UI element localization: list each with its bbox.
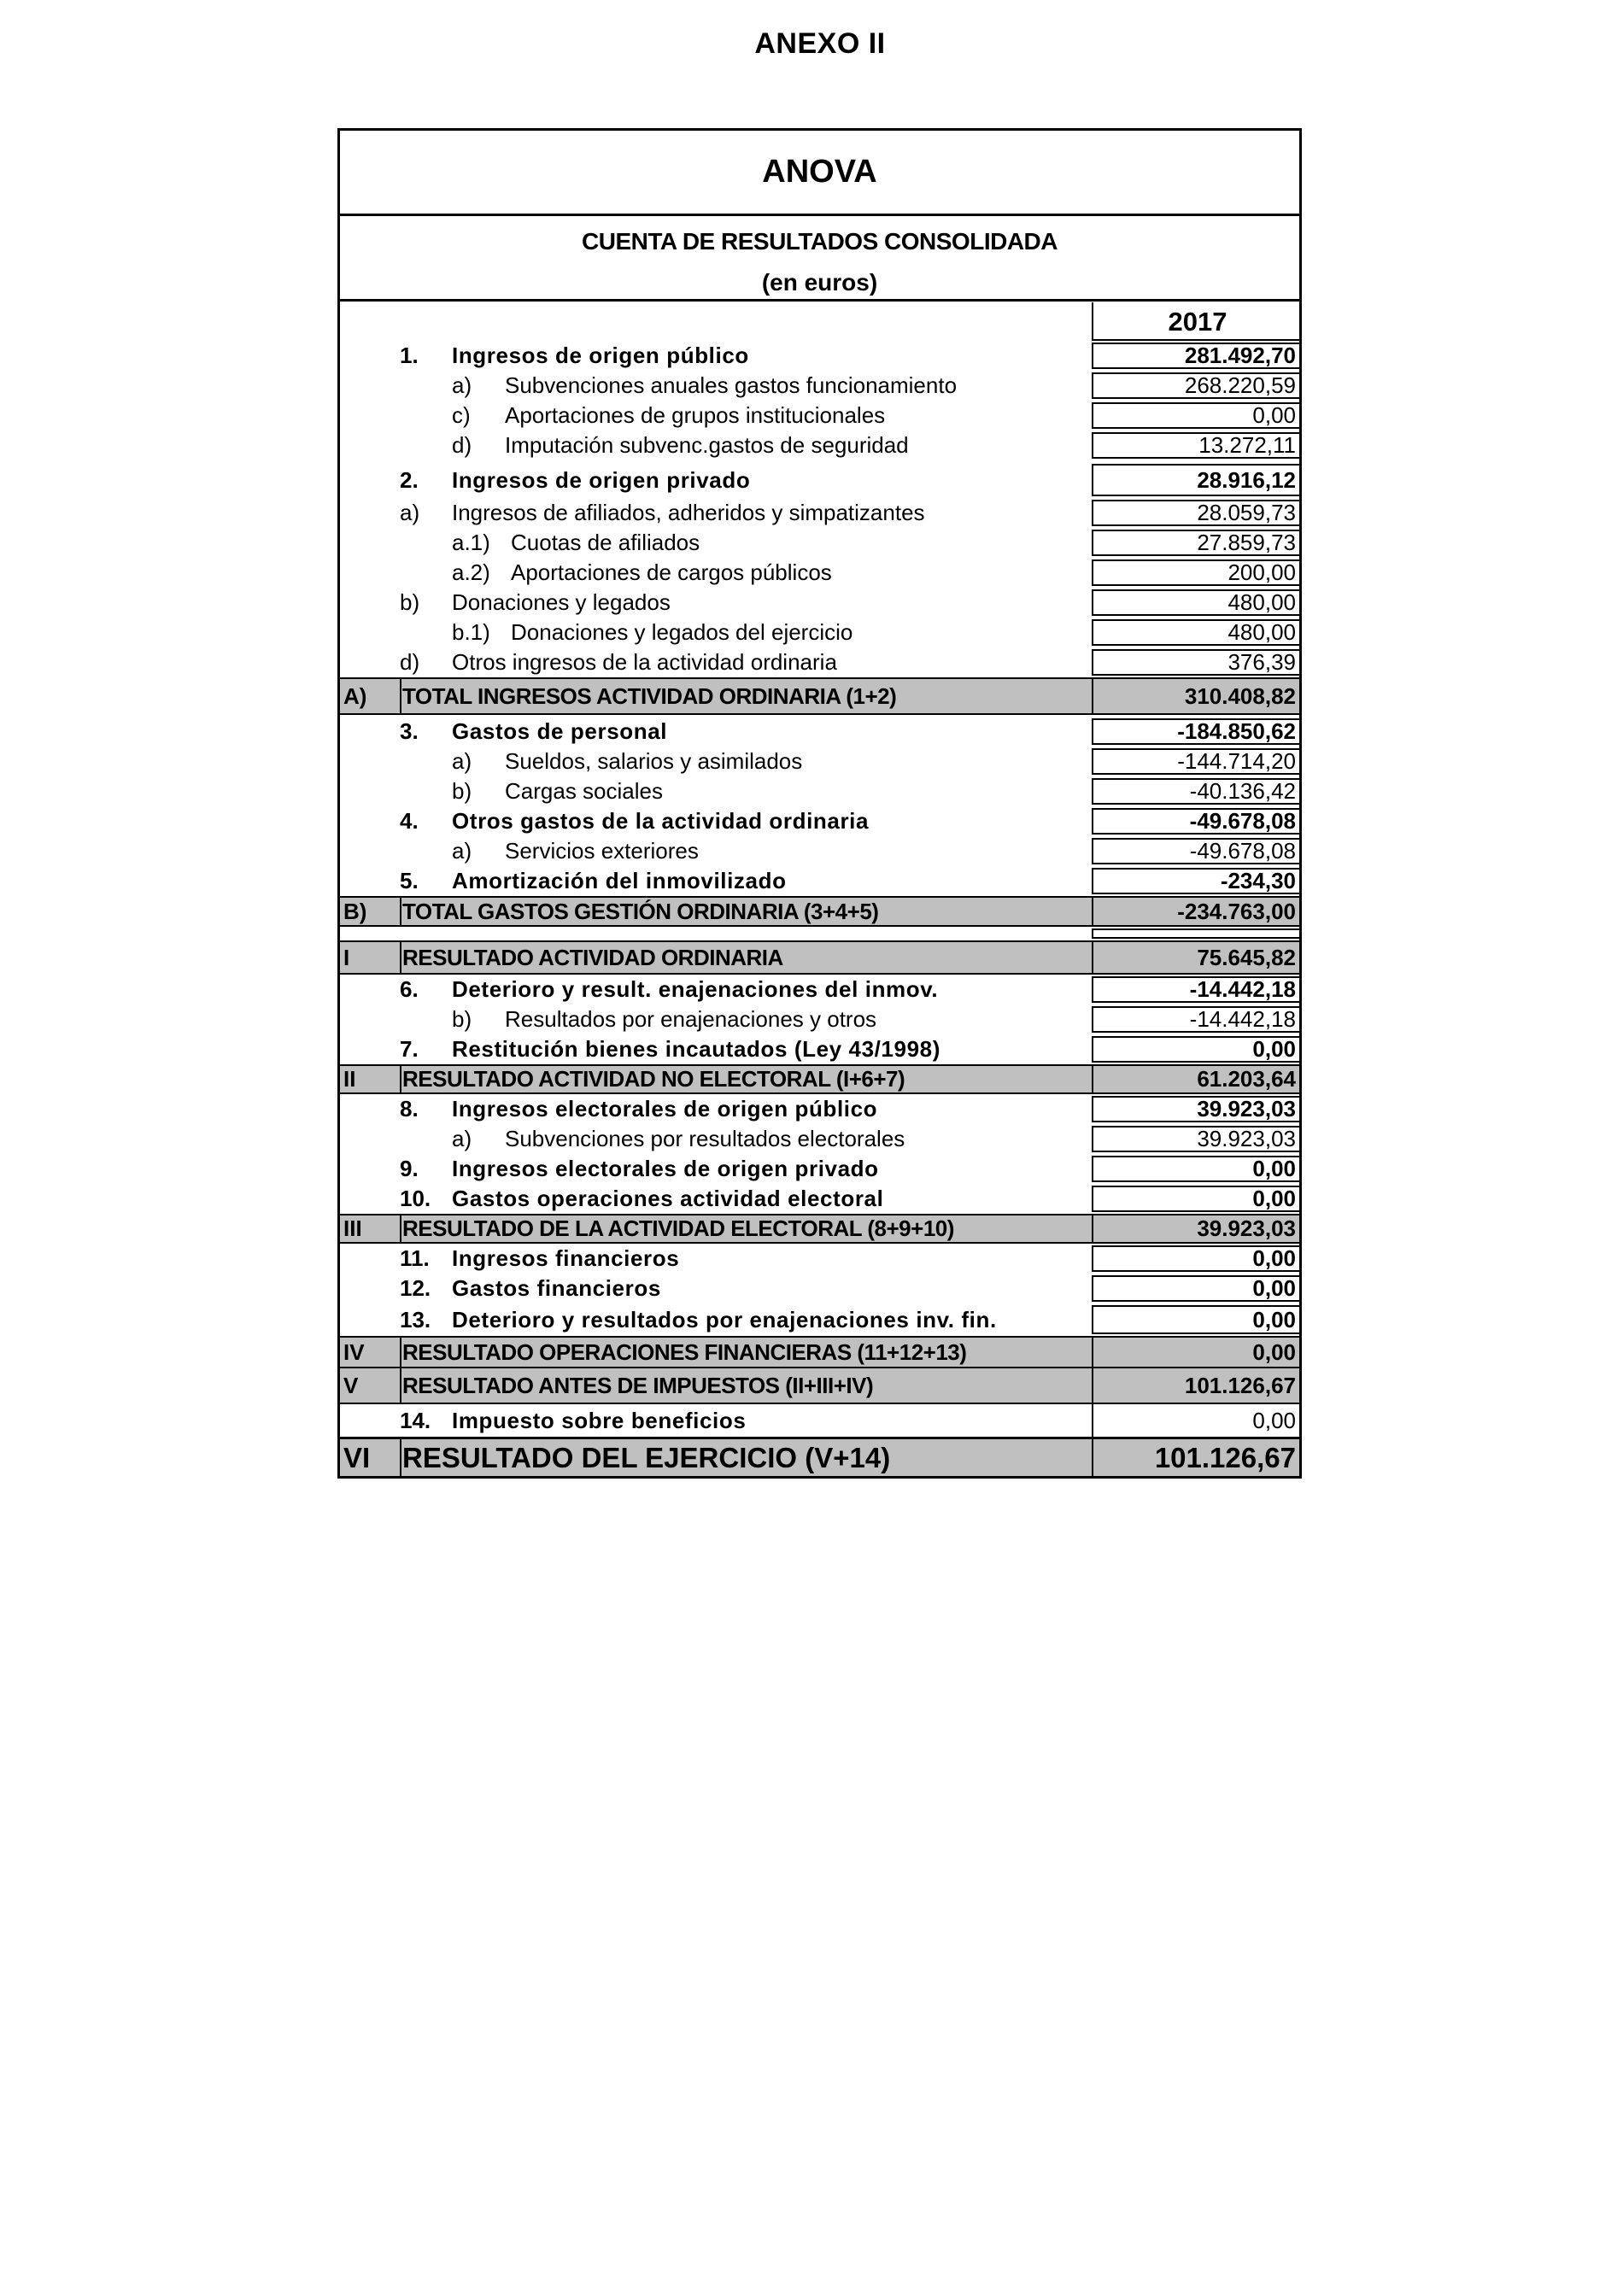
table-row xyxy=(340,618,1299,647)
row-value: 0,00 xyxy=(1092,402,1300,429)
row-value: -184.850,62 xyxy=(1092,718,1300,745)
column-divider xyxy=(400,898,401,925)
row-value: 200,00 xyxy=(1092,559,1300,586)
document-title: ANEXO II xyxy=(754,27,886,60)
row-number: 11. xyxy=(400,1245,430,1271)
row-value: 0,00 xyxy=(1092,1305,1300,1334)
row-value: 101.126,67 xyxy=(1092,1439,1300,1476)
table-row xyxy=(340,1184,1299,1214)
table-row xyxy=(340,1004,1299,1034)
row-label: Cuotas de afiliados xyxy=(511,530,700,555)
column-divider xyxy=(400,942,401,973)
table-row xyxy=(340,528,1299,558)
row-value: -234.763,00 xyxy=(1092,898,1300,925)
row-number: 7. xyxy=(400,1036,419,1062)
row-value: 376,39 xyxy=(1092,649,1300,676)
row-label: Impuesto sobre beneficios xyxy=(452,1407,747,1433)
row-letter: a) xyxy=(452,1126,472,1151)
row-value: -234,30 xyxy=(1092,868,1300,894)
row-label: Gastos operaciones actividad electoral xyxy=(452,1186,884,1211)
row-letter: d) xyxy=(400,649,420,675)
row-roman: A) xyxy=(343,682,367,709)
row-roman: III xyxy=(343,1215,362,1241)
row-value: 268.220,59 xyxy=(1092,372,1300,399)
row-letter: a) xyxy=(452,838,472,864)
total-row xyxy=(340,896,1299,927)
column-divider xyxy=(400,1368,401,1403)
row-value: 0,00 xyxy=(1092,1156,1300,1182)
row-letter: a) xyxy=(400,500,420,525)
row-number: 4. xyxy=(400,808,419,834)
row-label: Amortización del inmovilizado xyxy=(452,868,787,893)
table-row xyxy=(340,1154,1299,1184)
row-label: RESULTADO DEL EJERCICIO (V+14) xyxy=(402,1441,891,1473)
table-row xyxy=(340,558,1299,588)
row-letter: b) xyxy=(400,589,420,615)
row-label: Ingresos de origen público xyxy=(452,343,749,368)
column-divider xyxy=(400,1215,401,1242)
row-value: 28.059,73 xyxy=(1092,500,1300,526)
row-number: 13. xyxy=(400,1306,431,1332)
column-divider xyxy=(400,1338,401,1367)
row-value: 0,00 xyxy=(1092,1036,1300,1063)
row-value: 281.492,70 xyxy=(1092,343,1300,369)
row-number: 3. xyxy=(400,718,419,744)
total-row xyxy=(340,677,1299,715)
row-letter: a.2) xyxy=(452,559,490,585)
spacer-row xyxy=(340,927,1299,940)
row-label: Aportaciones de cargos públicos xyxy=(511,559,832,585)
row-value: -49.678,08 xyxy=(1092,808,1300,835)
table-row xyxy=(340,1303,1299,1336)
row-value: 480,00 xyxy=(1092,619,1300,646)
row-number: 2. xyxy=(400,466,419,493)
row-label: Aportaciones de grupos institucionales xyxy=(505,402,886,428)
row-label: Sueldos, salarios y asimilados xyxy=(505,748,803,774)
row-label: Ingresos electorales de origen privado xyxy=(452,1156,879,1181)
row-letter: b) xyxy=(452,1006,472,1032)
income-statement-table xyxy=(337,128,1302,1479)
year-column-header: 2017 xyxy=(1092,302,1302,341)
row-label: RESULTADO OPERACIONES FINANCIERAS (11+12+13) xyxy=(402,1338,967,1365)
row-value: -40.136,42 xyxy=(1092,778,1300,805)
row-label: RESULTADO ACTIVIDAD ORDINARIA xyxy=(402,944,783,970)
result-row xyxy=(340,1336,1299,1368)
row-roman: IV xyxy=(343,1338,365,1365)
currency-note: (en euros) xyxy=(761,269,878,296)
row-value: -14.442,18 xyxy=(1092,1006,1300,1033)
row-value: 39.923,03 xyxy=(1092,1215,1300,1242)
row-label: Donaciones y legados del ejercicio xyxy=(511,619,853,645)
final-result-row xyxy=(340,1437,1299,1476)
row-letter: d) xyxy=(452,432,472,458)
row-number: 14. xyxy=(400,1407,431,1433)
column-divider xyxy=(400,679,401,713)
table-row xyxy=(340,401,1299,430)
row-label: Ingresos de origen privado xyxy=(452,466,751,493)
table-row xyxy=(340,776,1299,806)
row-value: -144.714,20 xyxy=(1092,748,1300,775)
row-label: Deterioro y result. enajenaciones del inmov. xyxy=(452,976,939,1002)
row-value: 101.126,67 xyxy=(1092,1368,1300,1403)
table-row xyxy=(340,1034,1299,1064)
row-letter: b.1) xyxy=(452,619,490,645)
row-value: 39.923,03 xyxy=(1092,1126,1300,1152)
statement-title: CUENTA DE RESULTADOS CONSOLIDADA xyxy=(582,228,1058,255)
row-label: TOTAL GASTOS GESTIÓN ORDINARIA (3+4+5) xyxy=(402,898,879,924)
row-value: 75.645,82 xyxy=(1092,942,1300,973)
table-row xyxy=(340,1404,1299,1437)
table-row xyxy=(340,371,1299,401)
row-value: 0,00 xyxy=(1092,1275,1300,1302)
row-number: 8. xyxy=(400,1096,419,1122)
row-label: Subvenciones anuales gastos funcionamiento xyxy=(505,372,958,398)
result-row xyxy=(340,1368,1299,1404)
row-label: Otros ingresos de la actividad ordinaria xyxy=(452,649,837,675)
row-roman: II xyxy=(343,1066,356,1092)
row-label: Otros gastos de la actividad ordinaria xyxy=(452,808,870,834)
row-value: 13.272,11 xyxy=(1092,432,1300,459)
row-value: 27.859,73 xyxy=(1092,530,1300,556)
row-label: Ingresos financieros xyxy=(452,1245,680,1271)
row-label: Servicios exteriores xyxy=(505,838,699,864)
table-row xyxy=(340,836,1299,866)
table-row xyxy=(340,717,1299,747)
row-label: Ingresos de afiliados, adheridos y simpatizantes xyxy=(452,500,925,525)
table-row xyxy=(340,341,1299,371)
row-label: Imputación subvenc.gastos de seguridad xyxy=(505,432,909,458)
result-row xyxy=(340,1064,1299,1094)
column-divider xyxy=(400,1439,401,1476)
row-label: Ingresos electorales de origen público xyxy=(452,1096,878,1122)
result-row xyxy=(340,940,1299,975)
row-roman: VI xyxy=(343,1441,371,1473)
table-row xyxy=(340,975,1299,1004)
row-letter: b) xyxy=(452,778,472,804)
row-number: 6. xyxy=(400,976,419,1002)
row-label: RESULTADO ANTES DE IMPUESTOS (II+III+IV) xyxy=(402,1372,874,1398)
row-label: Deterioro y resultados por enajenaciones inv. fin. xyxy=(452,1306,997,1332)
row-number: 1. xyxy=(400,343,419,368)
table-row xyxy=(340,866,1299,896)
row-roman: I xyxy=(343,944,350,970)
row-value: 0,00 xyxy=(1092,1338,1300,1367)
row-label: RESULTADO ACTIVIDAD NO ELECTORAL (I+6+7) xyxy=(402,1066,905,1092)
row-value: 61.203,64 xyxy=(1092,1066,1300,1092)
table-row xyxy=(340,647,1299,677)
row-label: Subvenciones por resultados electorales xyxy=(505,1126,905,1151)
row-value: 28.916,12 xyxy=(1092,464,1300,496)
party-name: ANOVA xyxy=(340,131,1299,216)
column-divider xyxy=(400,1066,401,1092)
row-label: RESULTADO DE LA ACTIVIDAD ELECTORAL (8+9+10) xyxy=(402,1215,954,1241)
table-row xyxy=(340,462,1299,498)
row-label: TOTAL INGRESOS ACTIVIDAD ORDINARIA (1+2) xyxy=(402,682,897,709)
table-row xyxy=(340,1124,1299,1154)
row-letter: c) xyxy=(452,402,471,428)
table-row xyxy=(340,1274,1299,1303)
row-value: 39.923,03 xyxy=(1092,1096,1300,1122)
row-letter: a) xyxy=(452,372,472,398)
row-label: Resultados por enajenaciones y otros xyxy=(505,1006,877,1032)
row-number: 12. xyxy=(400,1275,431,1301)
table-row xyxy=(340,1094,1299,1124)
row-value: 0,00 xyxy=(1092,1186,1300,1212)
row-number: 9. xyxy=(400,1156,419,1181)
table-row xyxy=(340,588,1299,618)
empty-value-cell xyxy=(1092,928,1300,939)
table-row xyxy=(340,1244,1299,1274)
row-letter: a.1) xyxy=(452,530,490,555)
row-roman: B) xyxy=(343,898,367,924)
table-row xyxy=(340,806,1299,836)
row-value: -14.442,18 xyxy=(1092,976,1300,1003)
table-row xyxy=(340,747,1299,776)
row-value: 310.408,82 xyxy=(1092,679,1300,713)
row-label: Cargas sociales xyxy=(505,778,663,804)
row-label: Gastos de personal xyxy=(452,718,668,744)
row-label: Restitución bienes incautados (Ley 43/1998) xyxy=(452,1036,940,1062)
table-row xyxy=(340,430,1299,460)
row-value: -49.678,08 xyxy=(1092,838,1300,864)
row-letter: a) xyxy=(452,748,472,774)
row-label: Gastos financieros xyxy=(452,1275,661,1301)
row-roman: V xyxy=(343,1372,359,1398)
row-label: Donaciones y legados xyxy=(452,589,671,615)
row-value: 0,00 xyxy=(1092,1245,1300,1272)
row-value: 480,00 xyxy=(1092,589,1300,616)
result-row xyxy=(340,1214,1299,1244)
row-number: 10. xyxy=(400,1186,431,1211)
row-value: 0,00 xyxy=(1092,1404,1300,1437)
table-row xyxy=(340,498,1299,528)
statement-header xyxy=(340,216,1299,302)
row-number: 5. xyxy=(400,868,419,893)
